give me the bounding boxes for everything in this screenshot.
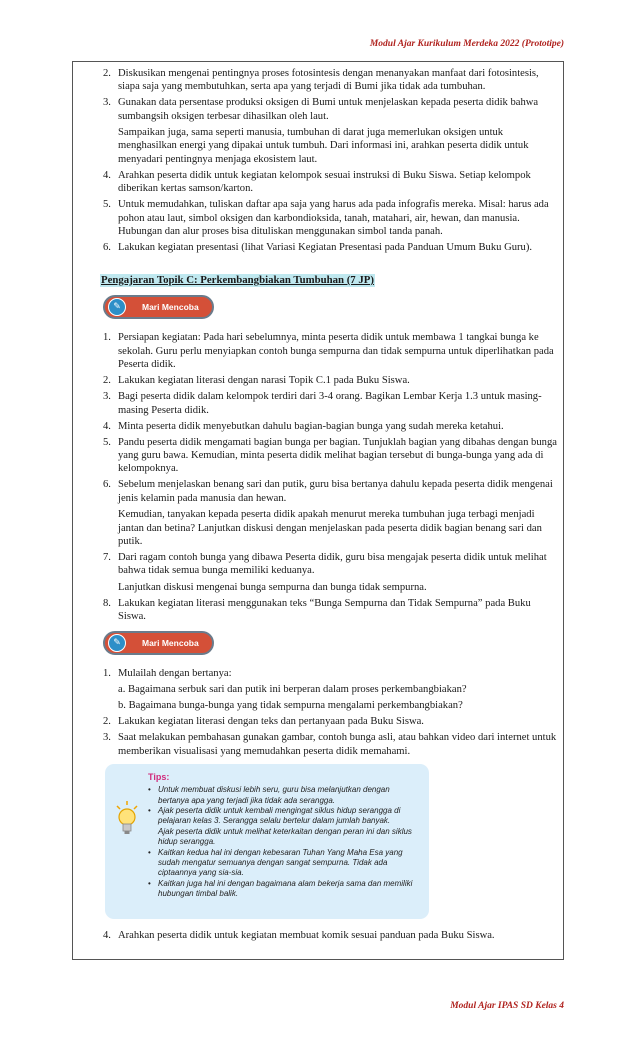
activity-list-1 (103, 67, 558, 254)
tips-item (148, 806, 420, 848)
badge-label: Mari Mencoba (142, 301, 199, 312)
item-text: Gunakan data persentase produksi oksigen di Bumi untuk menjelaskan kepada peserta didik bahwa sumbangsih oksigen terbesar dihasilkan oleh laut. (118, 97, 539, 122)
bullet-icon: • (148, 785, 151, 795)
list-item (103, 551, 558, 594)
mari-mencoba-badge (103, 631, 214, 655)
item-number: 2. (103, 68, 111, 79)
list-item (103, 96, 558, 166)
item-number: 1. (103, 332, 111, 344)
list-item (103, 198, 558, 238)
item-number: 3. (103, 97, 111, 109)
item-text: Lakukan kegiatan literasi menggunakan teks “Bunga Sempurna dan Tidak Sempurna” pada Buku Siswa. (118, 597, 531, 622)
item-paragraph: Kemudian, tanyakan kepada peserta didik apakah menurut mereka tumbuhan juga terbagi menjadi jantan dan betina? Lanjutkan diskusi dengan menjelaskan pada peserta didik bagian benang sari dan putik. (118, 509, 542, 547)
tips-list (148, 785, 420, 899)
item-text: Arahkan peserta didik untuk kegiatan kelompok sesuai instruksi di Buku Siswa. Setiap kelompok diberikan kertas samson/karton. (118, 169, 531, 195)
tips-text: Kaitkan juga hal ini dengan bagaimana alam bekerja sama dan memiliki hubungan timbal balik. (158, 878, 413, 899)
item-text: Sebelum menjelaskan benang sari dan putik, guru bisa bertanya dahulu kepada peserta didik mengenai jenis kelamin pada manusia dan hewan. (118, 479, 553, 504)
item-text: Bagi peserta didik dalam kelompok terdiri dari 3-4 orang. Bagikan Lembar Kerja 1.3 untuk masing-masing Peserta didik. (118, 391, 542, 416)
list-item (103, 241, 558, 254)
pencil-icon: ✎ (108, 298, 126, 316)
item-text: Persiapan kegiatan: Pada hari sebelumnya, minta peserta didik untuk membawa 1 tangkai bunga ke sekolah. Guru perlu menyiapkan contoh bunga sempurna dan tidak sempurna untuk diperlihatkan pada Peserta didik. (118, 332, 554, 371)
item-paragraph: Sampaikan juga, sama seperti manusia, tumbuhan di darat juga memerlukan oksigen untuk menghasilkan energi yang dipakai untuk tumbuh. Dari informasi ini, arahkan peserta didik untuk menyadari pentingnya menjaga ekosistem laut. (118, 127, 529, 165)
item-number: 6. (103, 479, 111, 491)
activity-list-3-end (103, 929, 558, 942)
list-item (103, 436, 558, 476)
item-number: 6. (103, 242, 111, 254)
item-number: 4. (103, 420, 111, 432)
item-text: Diskusikan mengenai pentingnya proses fotosintesis dengan menanyakan manfaat dari fotosintesis, siapa saja yang membutuhkan, serta apa yang terjadi di Bumi jika tidak ada tumbuhan. (118, 68, 539, 93)
tips-text-extra: Ajak peserta didik untuk melihat keterkaitan dengan peran ini dan siklus hidup serangga. (158, 826, 412, 847)
activity-list-3-cont (103, 715, 558, 758)
page-content (103, 67, 558, 945)
item-text: Arahkan peserta didik untuk kegiatan membuat komik sesuai panduan pada Buku Siswa. (118, 930, 495, 942)
tips-box (105, 764, 429, 919)
bullet-icon: • (148, 847, 151, 857)
list-item (103, 420, 558, 433)
bullet-icon: • (148, 878, 151, 888)
lightbulb-icon (115, 800, 139, 840)
item-number: 4. (103, 169, 111, 181)
list-item (103, 478, 558, 548)
list-item (103, 390, 558, 417)
item-number: 5. (103, 199, 111, 211)
badge-label: Mari Mencoba (142, 637, 199, 648)
list-item (103, 929, 558, 942)
item-number: 3. (103, 391, 111, 403)
header-title: Modul Ajar Kurikulum Merdeka 2022 (Prototipe) (369, 39, 564, 49)
item-text: Saat melakukan pembahasan gunakan gambar, contoh bunga asli, atau bahkan video dari internet untuk memberikan visualisasi yang memudahkan peserta didik memahami. (118, 732, 557, 757)
tips-item (148, 848, 420, 879)
tips-item (148, 879, 420, 900)
item-text: Lakukan kegiatan presentasi (lihat Variasi Kegiatan Presentasi pada Panduan Umum Buku Guru). (118, 242, 533, 254)
item-text: Pandu peserta didik mengamati bagian bunga per bagian. Tunjuklah bagian yang dibahas dengan bunga yang guru bawa. Kemudian, minta peserta didik melihat bagian tersebut di bunga-bunga yang ada di kelompoknya. (118, 436, 557, 475)
item-number: 1. (103, 668, 111, 680)
pencil-icon: ✎ (108, 634, 126, 652)
activity-list-3 (103, 667, 558, 680)
section-title: Pengajaran Topik C: Perkembangbiakan Tumbuhan (7 JP) (101, 274, 374, 287)
item-number: 2. (103, 716, 111, 728)
tips-text: Ajak peserta didik untuk kembali mengingat siklus hidup serangga di pelajaran kelas 3. Serangga selalu bertelur dalam jumlah banyak. (158, 805, 401, 826)
bullet-icon: • (148, 805, 151, 815)
item-text: Dari ragam contoh bunga yang dibawa Peserta didik, guru bisa mengajak peserta didik untuk melihat bahwa tidak semua bunga memiliki keduanya. (118, 551, 547, 577)
item-text: Untuk memudahkan, tuliskan daftar apa saja yang harus ada pada infografis mereka. Misal: harus ada pohon atau laut, simbol oksigen dan karbondioksida, tanah, matahari, air, hewan, dan manusia. Hubungan dan alur proses bisa dituliskan menggunakan simbol tanda panah. (118, 199, 549, 238)
tips-item (148, 785, 420, 806)
item-number: 4. (103, 930, 111, 942)
item-number: 5. (103, 436, 111, 448)
item-text: Minta peserta didik menyebutkan dahulu bagian-bagian bunga yang sudah mereka ketahui. (118, 420, 504, 432)
tips-title: Tips: (148, 772, 170, 783)
item-text: Mulailah dengan bertanya: (118, 668, 232, 680)
list-item (103, 731, 558, 758)
list-item (103, 715, 558, 728)
activity-list-2 (103, 331, 558, 623)
list-item (103, 331, 558, 371)
list-item (103, 667, 558, 680)
item-number: 3. (103, 732, 111, 744)
item-paragraph: Lanjutkan diskusi mengenai bunga sempurna dan bunga tidak sempurna. (118, 581, 427, 593)
list-item (103, 597, 558, 624)
list-item (103, 67, 558, 94)
item-text: Lakukan kegiatan literasi dengan teks dan pertanyaan pada Buku Siswa. (118, 716, 424, 728)
tips-text: Kaitkan kedua hal ini dengan kebesaran Tuhan Yang Maha Esa yang sudah mengatur semuanya dengan sangat sempurna. Tidak ada ciptaannya yang sia-sia. (158, 847, 403, 878)
list-item (103, 374, 558, 387)
tips-text: Untuk membuat diskusi lebih seru, guru bisa melanjutkan dengan bertanya apa yang terjadi jika tidak ada serangga. (158, 785, 390, 805)
item-number: 2. (103, 375, 111, 387)
item-number: 7. (103, 551, 111, 563)
mari-mencoba-badge (103, 295, 214, 319)
sub-question: b. Bagaimana bunga-bunga yang tidak sempurna mengalami perkembangbiakan? (118, 700, 463, 712)
item-text: Lakukan kegiatan literasi dengan narasi Topik C.1 pada Buku Siswa. (118, 375, 410, 387)
sub-question: a. Bagaimana serbuk sari dan putik ini berperan dalam proses perkembangbiakan? (118, 684, 467, 696)
list-item (103, 169, 558, 196)
item-number: 8. (103, 597, 111, 609)
footer-title: Modul Ajar IPAS SD Kelas 4 (450, 1001, 564, 1011)
